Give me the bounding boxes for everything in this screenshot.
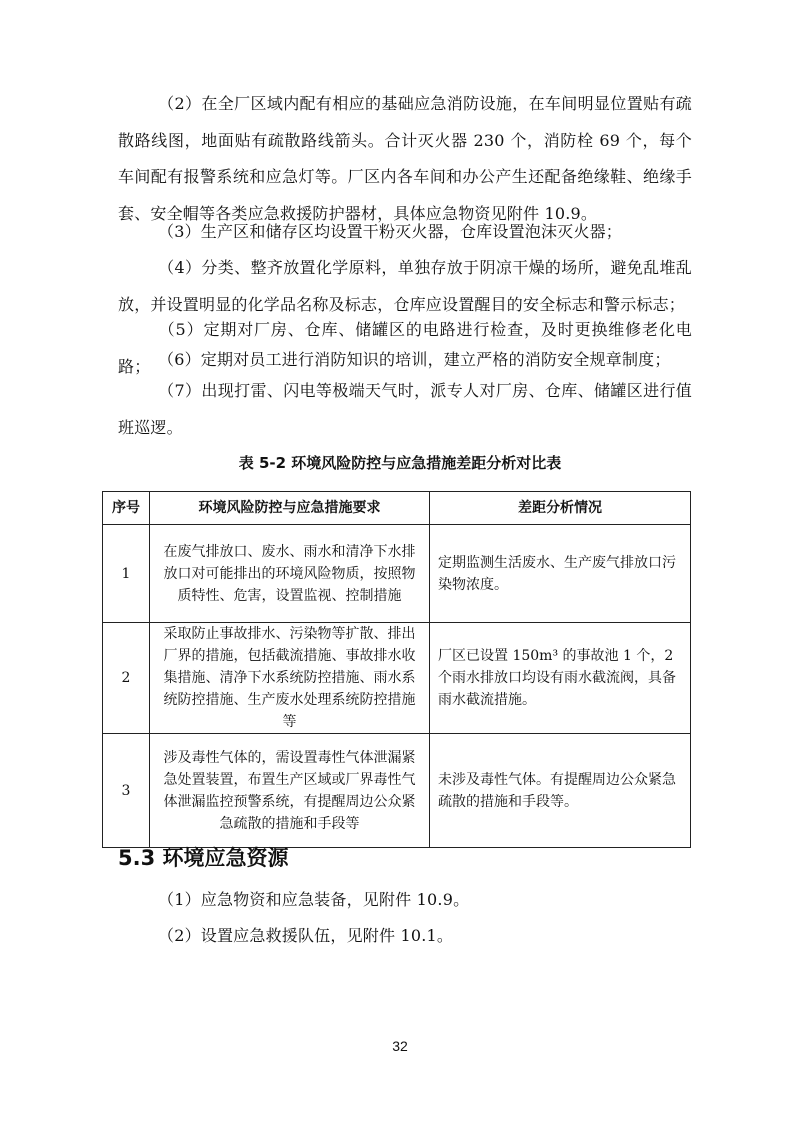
gap-analysis-table: [102, 491, 691, 848]
paragraph-5: （5）定期对厂房、仓库、储罐区的电路进行检查，及时更换维修老化电路；: [118, 320, 692, 376]
row-number: 1: [103, 525, 150, 623]
row-requirement: 在废气排放口、废水、雨水和清净下水排放口对可能排出的环境风险物质，按照物质特性、危害，设置监视、控制措施: [150, 525, 430, 623]
row-analysis: 未涉及毒性气体。有提醒周边公众紧急疏散的措施和手段等。: [430, 734, 691, 848]
header-number: 序号: [103, 492, 150, 525]
paragraph-6: （6）定期对员工进行消防知识的培训，建立严格的消防安全规章制度；: [158, 350, 671, 369]
row-number: 2: [103, 623, 150, 734]
row-requirement: 涉及毒性气体的，需设置毒性气体泄漏紧急处置装置，布置生产区域或厂界毒性气体泄漏监控预警系统，有提醒周边公众紧急疏散的措施和手段等: [150, 734, 430, 848]
paragraph-4: （4）分类、整齐放置化学原料，单独存放于阴凉干燥的场所，避免乱堆乱放，并设置明显的化学品名称及标志，仓库应设置醒目的安全标志和警示标志；: [118, 258, 692, 314]
paragraph-7: （7）出现打雷、闪电等极端天气时，派专人对厂房、仓库、储罐区进行值班巡逻。: [118, 381, 692, 437]
page-number: 32: [392, 1038, 408, 1054]
row-requirement: 采取防止事故排水、污染物等扩散、排出厂界的措施，包括截流措施、事故排水收集措施、清净下水系统防控措施、雨水系统防控措施、生产废水处理系统防控措施等: [150, 623, 430, 734]
table-caption: 表 5-2 环境风险防控与应急措施差距分析对比表: [238, 454, 562, 472]
header-analysis: 差距分析情况: [430, 492, 691, 525]
row-analysis: 厂区已设置 150m³ 的事故池 1 个，2 个雨水排放口均设有雨水截流阀，具备雨水截流措施。: [430, 623, 691, 734]
paragraph-3: （3）生产区和储存区均设置干粉灭火器，仓库设置泡沫灭火器；: [158, 222, 622, 241]
section-item-2: （2）设置应急救援队伍，见附件 10.1。: [158, 926, 454, 945]
paragraph-2: （2）在全厂区域内配有相应的基础应急消防设施，在车间明显位置贴有疏散路线图，地面贴有疏散路线箭头。合计灭火器 230 个，消防栓 69 个，每个车间配有报警系统和应急灯等。厂区内各车间和办公产生还配备绝缘鞋、绝缘手套、安全帽等各类应急救援防护器材，具体应急物资见附件 10.9。: [118, 94, 692, 223]
header-requirement: 环境风险防控与应急措施要求: [150, 492, 430, 525]
row-analysis: 定期监测生活废水、生产废气排放口污染物浓度。: [430, 525, 691, 623]
table-row: [103, 623, 691, 734]
row-number: 3: [103, 734, 150, 848]
table-row: [103, 525, 691, 623]
table-header-row: [103, 492, 691, 525]
table-row: [103, 734, 691, 848]
section-item-1: （1）应急物资和应急装备，见附件 10.9。: [158, 890, 470, 909]
section-heading: 5.3 环境应急资源: [118, 846, 289, 870]
